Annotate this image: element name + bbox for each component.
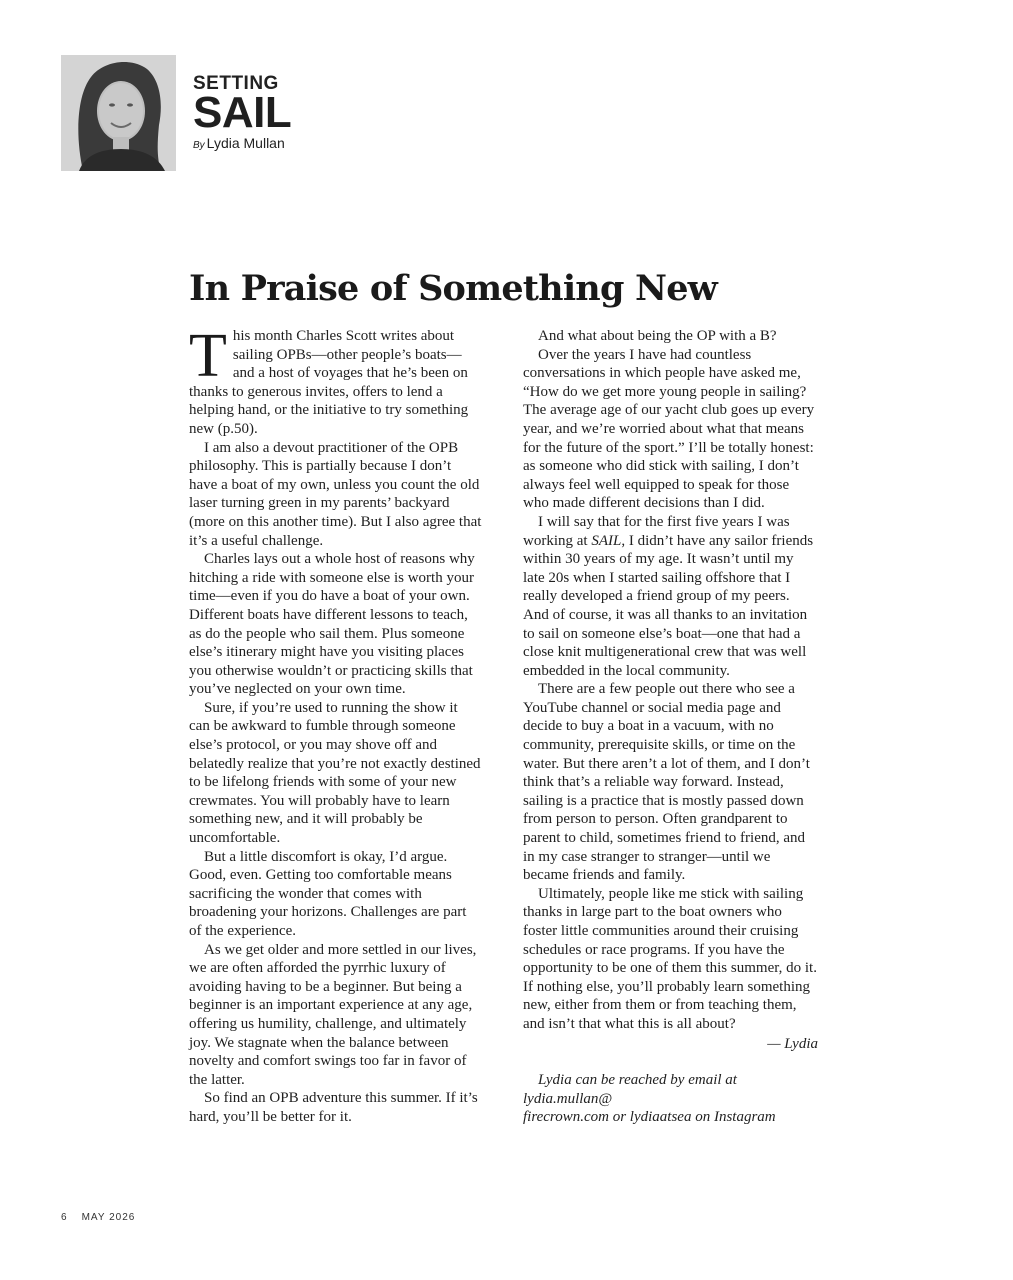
article-title: In Praise of Something New: [189, 268, 718, 309]
paragraph-text: I will say that for the first five years I was working at: [523, 513, 790, 549]
contact-line-2: firecrown.com or lydiaatsea on Instagram: [523, 1109, 776, 1126]
issue-date: MAY 2026: [81, 1212, 136, 1223]
signoff: — Lydia: [767, 1035, 818, 1052]
author-portrait: [61, 55, 176, 171]
paragraph-text: his month Charles Scott writes about sailing OPBs—other people’s boats—and a host of voyages that he’s been on thanks to generous invites, offers to lend a helping hand, or the initiative to try something new (p.50).: [189, 328, 469, 437]
column-name: SAIL: [193, 88, 292, 137]
column-header: [61, 55, 461, 171]
article-column-right: [523, 327, 818, 1127]
paragraph: Sure, if you’re used to running the show it can be awkward to fumble through someone else’s protocol, or you may shove off and belatedly realize that you’re not exactly destined to be lifelong friends with some of your new crewmates. You will probably have to learn something new, and it will probably be uncomfortable.: [189, 699, 481, 847]
column-kicker: SETTING: [193, 73, 279, 94]
author-contact: [523, 1071, 818, 1127]
byline-prefix: By: [193, 140, 205, 151]
byline: [193, 135, 291, 151]
page-footer: [61, 1212, 135, 1223]
paragraph: Over the years I have had countless conversations in which people have asked me, “How do we get more young people in sailing? The average age of our yacht club goes up every year, and we’re worried about what that means for the future of the sport.” I’ll be totally honest: as someone who did stick with sailing, I don’t always feel well equipped to speak for those who made different decisions than I did.: [523, 346, 815, 512]
paragraph: And what about being the OP with a B?: [538, 328, 777, 344]
paragraph: As we get older and more settled in our lives, we are often afforded the pyrrhic luxury of avoiding having to be a beginner. But being a beginner is an important experience at any age, offering us humility, challenge, and ultimately joy. We stagnate when the balance between novelty and comfort swings too far in favor of the latter.: [189, 941, 477, 1088]
paragraph: Ultimately, people like me stick with sailing thanks in large part to the boat owners who foster little communities around their cruising schedules or race programs. If you have the opportunity to be one of them this summer, do it. If nothing else, you’ll probably learn something new, either from them or from teaching them, and isn’t that what this is all about?: [523, 885, 817, 1032]
article-column-left: [189, 322, 482, 1127]
drop-cap: T: [189, 322, 227, 390]
paragraph: There are a few people out there who see a YouTube channel or social media page and decide to buy a boat in a vacuum, with no community, prerequisite skills, or time on the water. But there aren’t a lot of them, and I don’t think that’s a reliable way forward. Instead, sailing is a practice that is mostly passed down from person to person. Often grandparent to parent to child, sometimes friend to friend, and in my case stranger to stranger—until we became friends and family.: [523, 681, 810, 884]
paragraph: I am also a devout practitioner of the OPB philosophy. This is partially because I don’t have a boat of my own, unless you count the old laser turning green in my parents’ backyard (more on this another time). But I also agree that it’s a useful challenge.: [189, 439, 482, 549]
contact-line-1: Lydia can be reached by email at lydia.mullan@: [523, 1072, 737, 1107]
paragraph: But a little discomfort is okay, I’d argue. Good, even. Getting too comfortable means sacrificing the wonder that comes with broadening your horizons. Challenges are part of the experience.: [189, 848, 467, 939]
paragraph-text: , I didn’t have any sailor friends within 30 years of my age. It wasn’t until my late 20s when I started sailing offshore that I really developed a friend group of my peers. And of course, it was all thanks to an invitation to sail on someone else’s boat—one that had a close knit multigenerational crew that was well embedded in the local community.: [523, 532, 814, 679]
paragraph: So find an OPB adventure this summer. If it’s hard, you’ll be better for it.: [189, 1090, 478, 1125]
paragraph: [189, 322, 482, 439]
page-number: 6: [61, 1212, 68, 1223]
magazine-name: SAIL: [591, 532, 622, 549]
byline-author: Lydia Mullan: [206, 135, 285, 151]
paragraph: Charles lays out a whole host of reasons why hitching a ride with someone else is worth your time—even if you do have a boat of your own. Different boats have different lessons to teach, as do the people who sail them. Plus someone else’s itinerary might have you visiting places you otherwise wouldn’t or practicing skills that you’ve neglected on your own time.: [189, 551, 475, 698]
paragraph: [523, 513, 818, 680]
column-title: [193, 75, 291, 151]
